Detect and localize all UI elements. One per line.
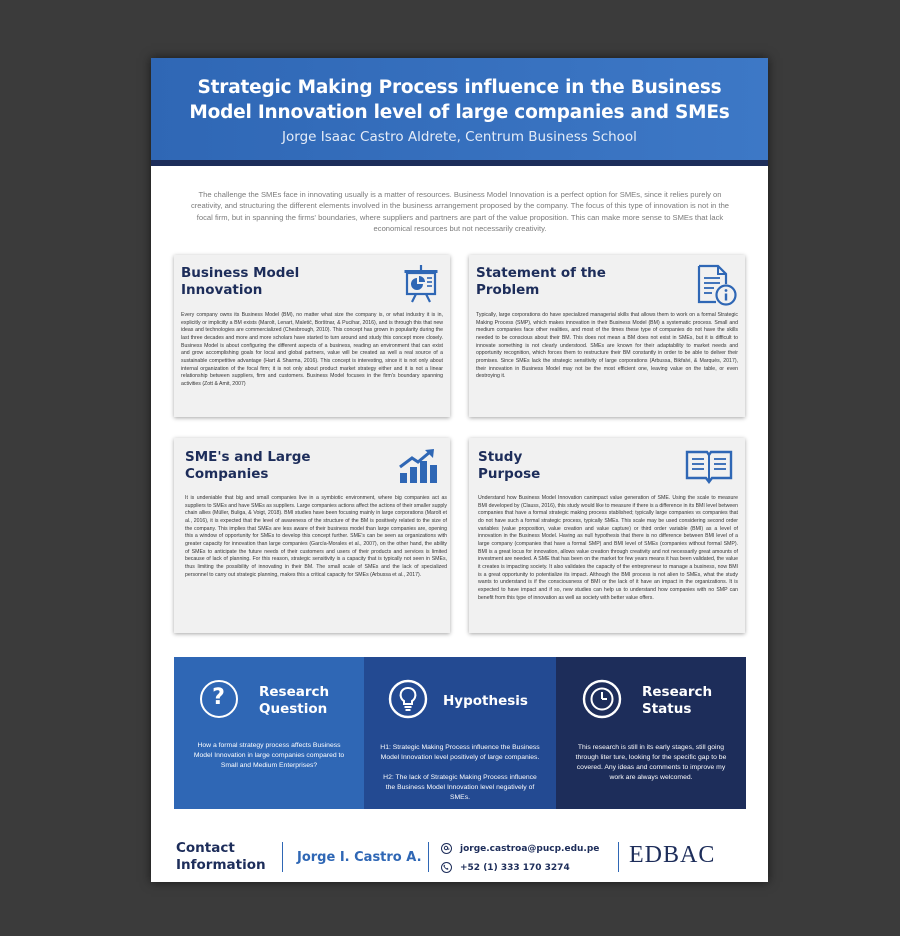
hypothesis-h1: H1: Strategic Making Process influence the Business Model Innovation level positively of large companies. [380,744,540,761]
contact-name: Jorge I. Castro A. [297,850,422,865]
card-title [181,265,299,299]
contact-divider [282,842,283,872]
clock-icon [582,679,622,719]
presentation-board-icon [403,264,439,304]
card-body: Understand how Business Model Innovation canimpact value generation of SME. Using the scale to measure BMI developed by (Clauss, 2016), this study would like to measure if there is a difference in its BMI level between companies that have a formal strategic making process stablished; typically large companies vs companies that do not have such a formal strategic process, typically SMEs. This scale may be used considering second order variables (value proposition, value creation and value capture) or third order variable (BMI) as a level of innovation in the Business Model. Having as null hypothesis that there is no difference between BMI level of a large company (companies that have a formal SMP) and BMI level of SMEs (companies without formal SMP). BMI is a great locus for innovation, allows value creation through creativity and not necessarily great amounts of investment are needed. A SME that has been on the market for few years means it has been validated, the value it creates is impacting society. It also validates the capacity of the entrepreneur to manage a business, now BMI is a great opportunity to potentialize its impact. Although the BMI process is not alien to SMEs, what the study wants to understand is if the consciousness of BMI or the lack of it have an impact in the organizations. It is expected to have impact and if so, new studies can help us to understand how companies with no SMP can benefit from this type of innovation as well as society with better value offers. [478,495,738,601]
band-title-line: Research [642,684,713,700]
band-research-status [556,657,746,809]
band-title [259,684,329,718]
document-info-icon [696,264,738,306]
title-line-1: Strategic Making Process influence in the Business [197,77,722,98]
header-divider-bar [151,160,768,166]
contact-label [176,840,266,874]
card-title [476,265,606,299]
card-title-line: Business Model [181,265,300,281]
hypothesis-h2: H2: The lack of Strategic Making Process influence the Business Model Innovation level negatively of SMEs. [383,774,537,801]
poster [151,58,768,882]
contact-email-row[interactable] [441,843,599,854]
band-hypothesis [364,657,556,809]
card-title-line: Study [478,449,523,465]
band-title-line: Status [642,701,692,717]
card-body: Typically, large corporations do have specialized managerial skills that allows them to work on a formal Strategic Making Process (SMP), which makes innovation in their Business Model (BM) a systematic process. Small and medium companies face other realities, and most of the times these type of companies do not have the skills needed to be conscious about their BM. This does not mean a BM does not exist in SMEs, but it is difficult to innovate something is not clearly understood. SMEs are known for their adaptability to market needs and opportunity recognition, which forces them to restructure their BM constantly in order to be able to deliver their promises. Since SMEs lack the strategic sensitivity of large corporations (Arbussa, Bikfalvi, & Marquès, 2017), their innovation in Business Model may not be the most efficient one, leaving value on the table, or even destroying it. [476,312,738,380]
card-title-line: SME's and Large [185,449,311,465]
card-title-line: Problem [476,282,540,298]
phone-icon [441,862,452,873]
band-title: Hypothesis [443,693,528,709]
card-smes-and-large-companies [174,438,450,633]
card-study-purpose [469,438,745,633]
title-line-2: Model Innovation level of large companies and SMEs [189,102,730,123]
band-title [642,684,712,718]
card-title-line: Statement of the [476,265,606,281]
card-title [478,449,540,483]
card-body: It is undeniable that big and small companies live in a symbiotic environment, where big companies act as suppliers to SMEs and have SMEs as suppliers. Large companies actions affect the actions of their smaller supply chain allies (Müller, Buliga, & Voigt, 2018). BMI studies have been focusing mainly in large corporations (Marolt et al., 2016), it is expected that the level of awareness of the structure of the BM is positively related to the size of the company. This implies that SMEs are less aware of their business model than large companies are, opening this a window of opportunity for SMEs to develop this concept further. SME's can be seen as organizations with greater capacity for innovation than large companies (García-Morales et al., 2007), on the other hand, the ability of SMEs to anticipate the future needs of their customers and users of their products and services is limited because of lack of planning. For this reason, strategic sensitivity is a capacity that is typically not seen in SMEs, thus limiting the possibility of innovating in their BM. The small scale of SMEs and the lack of specialized personnel to carry out strategic planning, makes this a critical capacity for SMEs (Arbussa et al., 2017). [185,495,448,578]
card-title-line: Purpose [478,466,541,482]
author-line: Jorge Isaac Castro Aldrete, Centrum Business School [282,129,637,145]
contact-email[interactable]: jorge.castroa@pucp.edu.pe [460,844,600,854]
question-mark-icon: ? [200,680,238,718]
card-business-model-innovation [174,255,450,417]
band-research-question [174,657,364,809]
contact-phone[interactable]: +52 (1) 333 170 3274 [460,863,570,873]
card-title-line: Companies [185,466,269,482]
edbac-logo: EDBAC [629,842,716,868]
contact-label-line: Information [176,857,266,873]
lightbulb-icon [388,679,428,719]
card-title [185,449,311,483]
band-title-line: Research [259,684,330,700]
growth-chart-icon [398,447,440,485]
contact-label-line: Contact [176,840,235,856]
contact-divider [618,842,619,872]
email-icon [441,843,452,854]
band-title-line: Question [259,701,328,717]
intro-paragraph: The challenge the SMEs face in innovating usually is a matter of resources. Business Model Innovation is a perfect option for SMEs, since it relies purely on creativity, and structuring the different elements involved in the business arrangement proposed by the company. The focus of this type of innovation is not in the focal firm, but in spanning the firms' boundaries, where suppliers and partners are part of the value proposition. This can make more sense to SMEs that lack economical resources but not necessarily creativity. [190,190,730,233]
contact-phone-row[interactable] [441,862,570,873]
card-title-line: Innovation [181,282,263,298]
band-body: How a formal strategy process affects Business Model Innovation in large companies compared to Small and Medium Enterprises? [193,742,345,769]
poster-title [151,58,768,125]
band-body: This research is still in its early stages, still going through liter ture, looking for the specific gap to be covered. Any ideas and comments to improve my work are always welcomed. [575,744,727,781]
card-statement-of-problem [469,255,745,417]
open-book-icon [685,448,733,484]
poster-header [151,58,768,160]
contact-divider [428,842,429,872]
card-body: Every company owns its Business Model (BM), no matter what size the company is, or what industry it is in, explicitly or implicitly a BM exists (Marolt, Lenart, Maletič, Borštnar, & Pucihar, 2016), and is through this that new ideas and technologies are commercialized (Chesbrough, 2010). This concept has grown in popularity during the last three decades and more and more scholars have started to turn around and study this concept more closely. Business Model is about configuring the different aspects of a business, reading an environment that can exist and grow accomplishing goals for local and global partners, value will be created as well a real source of a sustainable competitive advantage (Hart & Sharma, 2016). This concept is interesting, since it is not only about internal organization of the focal firm; it is not only about product market strategy either and it is not a linear relationship between suppliers, firm and customers. Business Model focuses in the firm's boundary spanning activities (Zott & Amit, 2007) [181,312,443,387]
